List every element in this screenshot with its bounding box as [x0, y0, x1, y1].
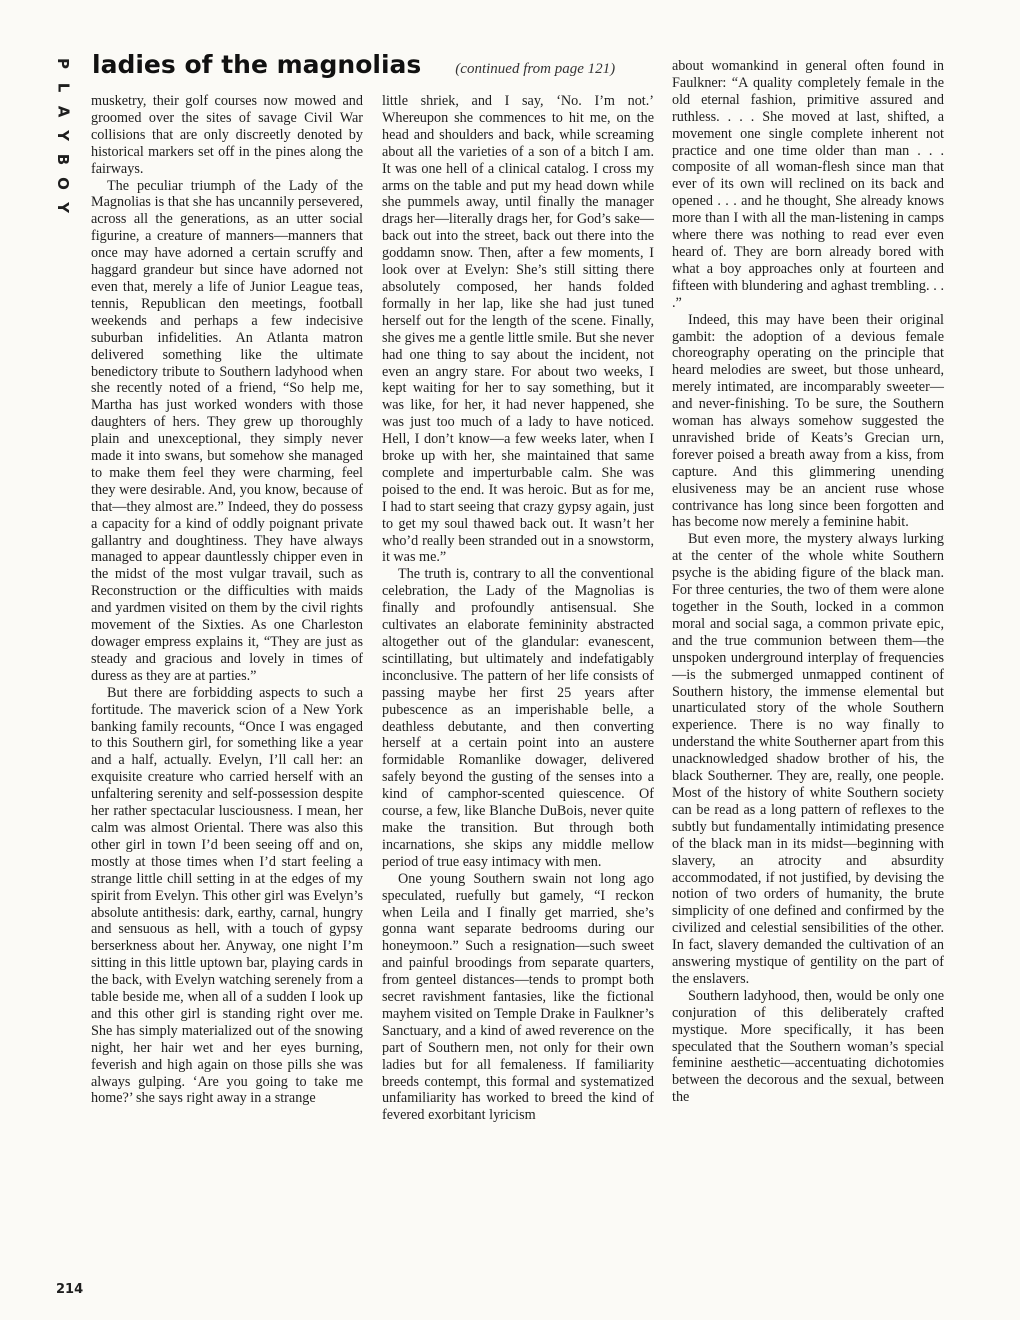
masthead-letter: A: [53, 105, 72, 119]
text-column-2: [382, 93, 654, 1293]
masthead-vertical: [52, 52, 74, 220]
text-column-1: [91, 93, 363, 1293]
paragraph: The truth is, contrary to all the conventional celebration, the Lady of the Magnolias is finally and profoundly antisensual. She cultivates an elaborate femininity abstracted altogether out of the glandular: evanescent, scintillating, but ultimately and indefatigably inconclusive. The pattern of her life consists of passing maybe her first 25 years after pubescence as an imperishable belle, a deathless debutante, and then converting herself at a certain point into an austere formidable Romanlike dowager, delivered safely beyond the gusting of the senses into a kind of camphor-scented quiescence. Of course, a few, like Blanche DuBois, never quite make the transition. But through both incarnations, she skips any middle mellow period of true easy intimacy with men.: [382, 566, 654, 870]
continued-note: (continued from page 121): [455, 61, 616, 77]
paragraph: The peculiar triumph of the Lady of the Magnolias is that she has uncannily persevered, across all the generations, as an utter social figurine, a creature of manners—manners that once may have adorned a certain scruffy and haggard grandeur but since have adorned not even that, merely a life of Junior League teas, tennis, Republican den meetings, football weekends and perhaps a few indecisive suburban infidelities. An Atlanta matron delivered something like the ultimate benedictory tribute to Southern ladyhood when she recently noted of a friend, “So help me, Martha has just worked wonders with those daughters of hers. They grew up thoroughly plain and unexceptional, they simply never made it into swans, but somehow she managed to make them feel they were charming, feel they were desirable. And, you know, because of that—they almost are.” Indeed, they do possess a capacity for a kind of oddly poignant private gallantry and doughtiness. They have always managed to appear dauntlessly chipper even in the midst of the most vulgar travail, such as Reconstruction or the difficulties with maids and yardmen visited on them by the civil rights movement of the Sixties. As one Charleston dowager empress explains it, “They are just as steady and gracious and lovely in times of duress as they are at parties.”: [91, 177, 363, 684]
masthead-letter: B: [54, 153, 72, 167]
paragraph: Southern ladyhood, then, would be only one conjuration of this deliberately crafted mystique. More specifically, it has been speculated that the Southern woman’s special feminine aesthetic—accentuating dichotomies between the decorous and the sexual, between the: [672, 987, 944, 1106]
paragraph: But there are forbidding aspects to such a fortitude. The maverick scion of a New York banking family recounts, “Once I was engaged to this Southern girl, for something like a year and a half, actually. Evelyn, I’ll call her: an exquisite creature who carried herself with an unfaltering serenity and self-possession despite her rather spectacular lusciousness. I mean, her calm was almost Oriental. There was also this other girl in town I’d been seeing off and on, mostly at those times when I’d start feeling a strange little chill setting in at the edges of my spirit from Evelyn. This other girl was Evelyn’s absolute antithesis: dark, earthy, carnal, hungry and sensuous as hell, with a touch of gypsy berserkness about her. Anyway, one night I’m sitting in this little uptown bar, playing cards in the back, with Evelyn watching serenely from a table beside me, when all of a sudden I look up and this other girl is standing right over me. She has simply materialized out of the snowing night, her hair wet and her eyes burning, feverish and high again on those pills she was always gulping. ‘Are you going to take me home?’ she says right away in a strange: [91, 684, 363, 1107]
article-title: ladies of the magnolias: [92, 50, 422, 79]
text-column-3: [672, 58, 944, 1293]
paragraph: One young Southern swain not long ago speculated, ruefully but gamely, “I reckon when Leila and I finally get married, she’s gonna want separate bedrooms during our honeymoon.” Such a resignation—such sweet and painful broodings from separate quarters, from genteel distances—tends to prompt both secret ravishment fantasies, like the fictional mayhem visited on Temple Drake in Faulkner’s Sanctuary, and a kind of awed reverence on the part of Southern men, not only for their own ladies but for all femaleness. If familiarity breeds contempt, this formal and systematized unfamiliarity has worked to breed the kind of fevered exorbitant lyricism: [382, 870, 654, 1124]
masthead-letter: Y: [54, 130, 72, 142]
paragraph: little shriek, and I say, ‘No. I’m not.’ Whereupon she commences to hit me, on the head and shoulders and back, while screaming about all the varieties of a son of a bitch I am. It was one hell of a clinical catalog. I cross my arms on the table and put my head down while she pummels away, until finally the manager drags her—literally drags her, for God’s sake—back out into the street, back out there into the goddamn snow. Then, after a few moments, I look over at Evelyn: She’s still sitting there absolutely composed, her hands folded formally in her lap, like she had just tuned herself out for the length of the scene. Finally, she gives me a gentle little smile. But she never had one thing to say about the incident, not even an angry stare. For about two weeks, I kept waiting for her to say something, but it was like, for her, it had never happened, she was just too much of a lady to have noticed. Hell, I don’t know—a few weeks later, when I broke up with her, she maintained that same complete and imperturbable calm. She was poised to the end. It was heroic. But as for me, I had to start seeing that crazy gypsy again, just to get my soul thawed back out. It wasn’t her who’d really been stranded out in a snowstorm, it was me.”: [382, 93, 654, 566]
paragraph: about womankind in general often found in Faulkner: “A quality completely female in the old eternal fashion, primitive assured and ruthless. . . . She moved at last, shifted, a movement one single complete inherent not practice and one time older than man . . . composite of all woman-flesh since man that ever of its own will reclined on its back and opened . . . and he thought, She already knows more than I with all the man-listening in camps where there was nothing to read ever even heard of. They are born already bored with what a boy approaches only at fourteen and fifteen with blundering and aghast trembling. . . .”: [672, 58, 944, 311]
masthead-letter: P: [54, 58, 72, 70]
masthead-letter: Y: [54, 202, 72, 214]
masthead-letter: O: [53, 177, 72, 191]
page-number: 214: [56, 1282, 84, 1297]
article-header: [92, 50, 652, 90]
masthead-letter: L: [54, 82, 72, 94]
paragraph: musketry, their golf courses now mowed and groomed over the sites of savage Civil War collisions that are only discreetly denoted by historical markers set off in the pines along the fairways.: [91, 93, 363, 177]
paragraph: Indeed, this may have been their original gambit: the adoption of a devious female choreography operating on the principle that heard melodies are sweet, but those unheard, merely intimated, are incomparably sweeter—and never-finishing. To be sure, the Southern woman has always somehow suggested the unravished bride of Keats’s Grecian urn, forever poised a breath away from a kiss, from capture. And this glimmering unending elusiveness may be an ancient ruse whose contrivance has long since been forgotten and has become now merely a feminine habit.: [672, 311, 944, 531]
paragraph: But even more, the mystery always lurking at the center of the whole white Southern psyche is the abiding figure of the black man. For three centuries, the two of them were alone together in the South, locked in a common moral and social saga, a common private epic, and the true communion between them—the unspoken underground interplay of frequencies—is the submerged unmapped continent of Southern history, the immense elemental but unarticulated story of the whole Southern experience. There is no way finally to understand the white Southerner apart from this unacknowledged shadow brother of his, the black Southerner. They are, really, one people. Most of the history of white Southern society can be read as a long pattern of reflexes to the subtly but fundamentally intimidating presence of the black man in its midst—beginning with slavery, an atrocity and absurdity accommodated, if not justified, by devising the notion of two orders of humanity, the brute simplicity of one defined and confirmed by the civilized and celestial sensibilities of the other. In fact, slavery demanded the cultivation of an answering mystique of gentility on the part of the enslavers.: [672, 531, 944, 987]
